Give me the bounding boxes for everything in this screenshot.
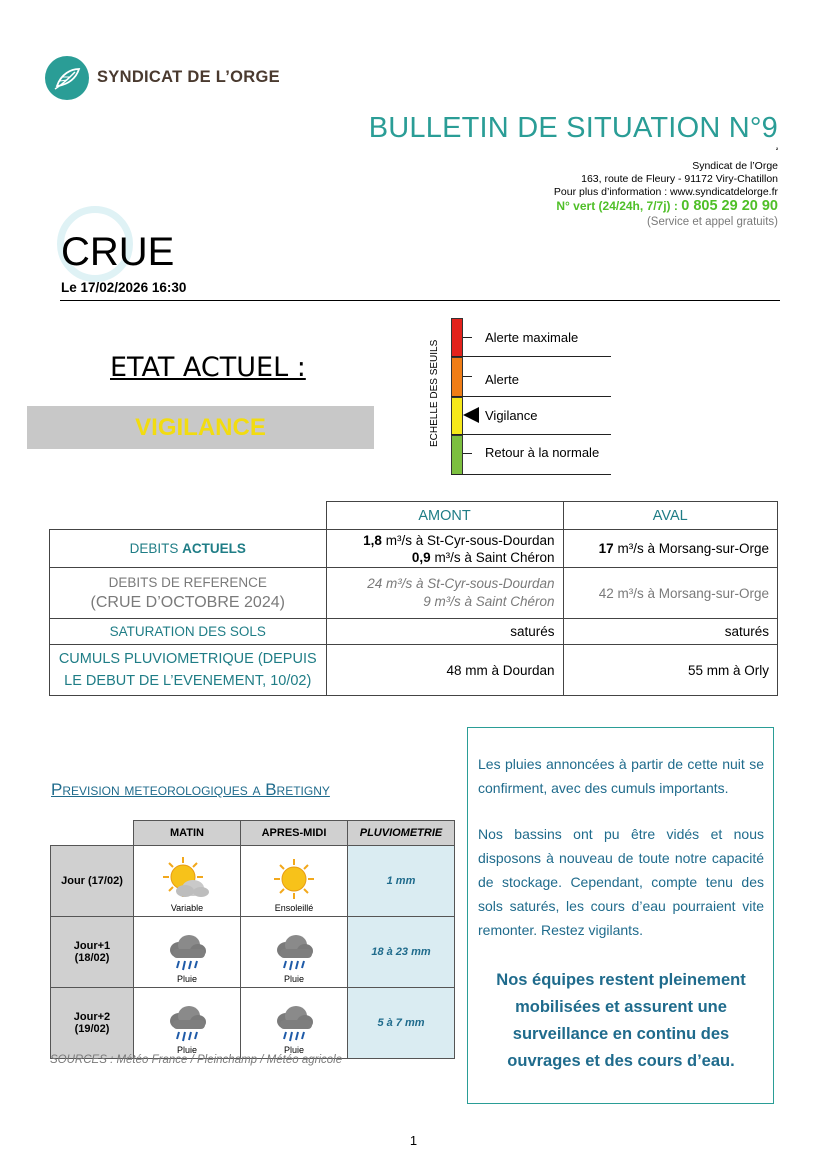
matin-cell [134,988,241,1059]
label-bold: ACTUELS [182,541,246,556]
weather-label: Pluie [283,974,304,984]
etat-label: ETAT ACTUEL : [110,352,306,383]
address-name: Syndicat de l’Orge [692,160,778,172]
level-segment-vigilance [451,397,463,435]
label-line: (CRUE D’OCTOBRE 2024) [90,594,285,611]
level-segment-alerte [451,357,463,397]
crue-title: CRUE [61,230,175,274]
row-label-saturation: SATURATION DES SOLS [50,619,327,645]
current-level-arrow-icon [463,407,479,423]
scale-divider [451,356,611,357]
day-label [51,917,134,988]
day-label [51,988,134,1059]
rain-cloud-icon [165,1003,209,1043]
bulletin-superscript: ² [776,148,778,154]
debits-reference-amont [326,568,563,619]
value-line: 9 m³/s à Saint Chéron [423,594,555,609]
scale-tick [463,453,472,454]
forecast-row [51,846,455,917]
value-bold: 17 [598,541,614,556]
syndicat-logo-icon [45,56,89,100]
table-row [50,530,778,568]
day-line: (19/02) [74,1023,110,1035]
header-pluviometrie: PLUVIOMETRIE [348,821,455,846]
rain-cloud-icon [272,1003,316,1043]
sun-cloud-icon [163,857,211,901]
empty-header-cell [50,502,327,530]
apres-midi-cell [241,846,348,917]
org-name: SYNDICAT DE L’ORGE [97,68,280,86]
table-row [50,568,778,619]
header-amont: AMONT [326,502,563,530]
rain-cloud-icon [272,932,316,972]
empty-header-cell [51,821,134,846]
cumuls-aval: 55 mm à Orly [563,645,778,696]
day-line: (18/02) [74,952,110,964]
matin-cell [134,846,241,917]
value-unit: m³/s à Saint Chéron [430,549,555,565]
day-line: Jour+2 [73,1011,111,1023]
apres-midi-cell [241,988,348,1059]
debits-table [49,501,778,696]
saturation-aval: saturés [563,619,778,645]
pluviometrie-cell: 18 à 23 mm [348,917,455,988]
phone-label: N° vert (24/24h, 7/7j) : [556,199,678,213]
level-segment-normale [451,435,463,475]
level-label: Vigilance [485,408,538,423]
forecast-row [51,988,455,1059]
weather-label: Pluie [283,1045,304,1055]
apres-midi-cell [241,917,348,988]
row-label-debits-reference [50,568,327,619]
scale-tick [463,376,472,377]
header-divider [60,300,780,301]
level-segment-alerte-maximale [451,318,463,357]
table-row [50,645,778,696]
debits-actuels-aval [563,530,778,568]
cumuls-amont: 48 mm à Dourdan [326,645,563,696]
pluviometrie-cell: 1 mm [348,846,455,917]
value-unit: m³/s à St-Cyr-sous-Dourdan [381,532,555,548]
forecast-title: Prevision meteorologiques a Bretigny [51,780,330,799]
scale-divider [451,434,611,435]
forecast-header-row [51,821,455,846]
header-aval: AVAL [563,502,778,530]
value-bold: 0,9 [411,549,431,565]
row-label-cumuls [50,645,327,696]
day-line: Jour+1 [73,940,111,952]
debits-reference-aval: 42 m³/s à Morsang-sur-Orge [563,568,778,619]
level-label: Retour à la normale [485,445,600,460]
level-label: Alerte maximale [485,330,579,345]
value-line: 24 m³/s à St-Cyr-sous-Dourdan [367,576,555,591]
weather-label: Pluie [176,974,197,984]
phone-note: (Service et appel gratuits) [646,216,778,228]
table-row [50,619,778,645]
info-paragraph: Les pluies annoncées à partir de cette nuit se confirment, avec des cumuls importants. [478,756,764,796]
weather-label: Variable [170,903,204,913]
info-highlight: Nos équipes restent pleinement mobilisées et assurent une surveillance en continu des ouvrages et des cours d’eau. [496,971,746,1070]
label-line: LE DEBUT DE L’EVENEMENT, 10/02) [64,673,312,689]
saturation-amont: saturés [326,619,563,645]
rain-cloud-icon [165,932,209,972]
page-number: 1 [409,1133,418,1148]
sun-icon [272,857,316,901]
phone-number: 0 805 29 20 90 [681,198,778,214]
label-prefix: DEBITS [129,541,183,556]
row-label-debits-actuels [50,530,327,568]
scale-divider [451,396,611,397]
bulletin-title: BULLETIN DE SITUATION N°9 [368,112,778,144]
address-line: 163, route de Fleury - 91172 Viry-Chatillon [581,173,778,185]
matin-cell [134,917,241,988]
level-label: Alerte [485,372,519,387]
day-line: Jour (17/02) [61,875,123,887]
table-header-row [50,502,778,530]
scale-divider [451,474,611,475]
info-paragraph: Nos bassins ont pu être vidés et nous disposons à nouveau de toute notre capacité de stockage. Cependant, compte tenu des sols saturés, les cours d’eau pourraient vite remonter. Restez vigilants. [478,826,764,938]
forecast-row [51,917,455,988]
label-line: DEBITS DE REFERENCE [108,575,267,590]
scale-axis-label: ECHELLE DES SEUILS [429,339,440,447]
weather-label: Ensoleillé [274,903,314,913]
forecast-table [50,820,455,1059]
label-line: CUMULS PLUVIOMETRIQUE (DEPUIS [58,651,317,667]
phone-line [458,198,778,214]
scale-tick [463,337,472,338]
pluviometrie-cell: 5 à 7 mm [348,988,455,1059]
crue-date: Le 17/02/2026 16:30 [61,280,187,295]
header-matin: MATIN [134,821,241,846]
header-apres-midi: APRES-MIDI [241,821,348,846]
weather-label: Pluie [176,1045,197,1055]
day-label [51,846,134,917]
value-unit: m³/s à Morsang-sur-Orge [613,541,769,556]
forecast-sources: SOURCES : Météo France / Pleinchamp / Météo agricole [50,1054,343,1066]
info-line: Pour plus d’information : www.syndicatdelorge.fr [553,186,778,198]
debits-actuels-amont [326,530,563,568]
status-badge: VIGILANCE [135,414,266,441]
value-bold: 1,8 [363,532,382,548]
